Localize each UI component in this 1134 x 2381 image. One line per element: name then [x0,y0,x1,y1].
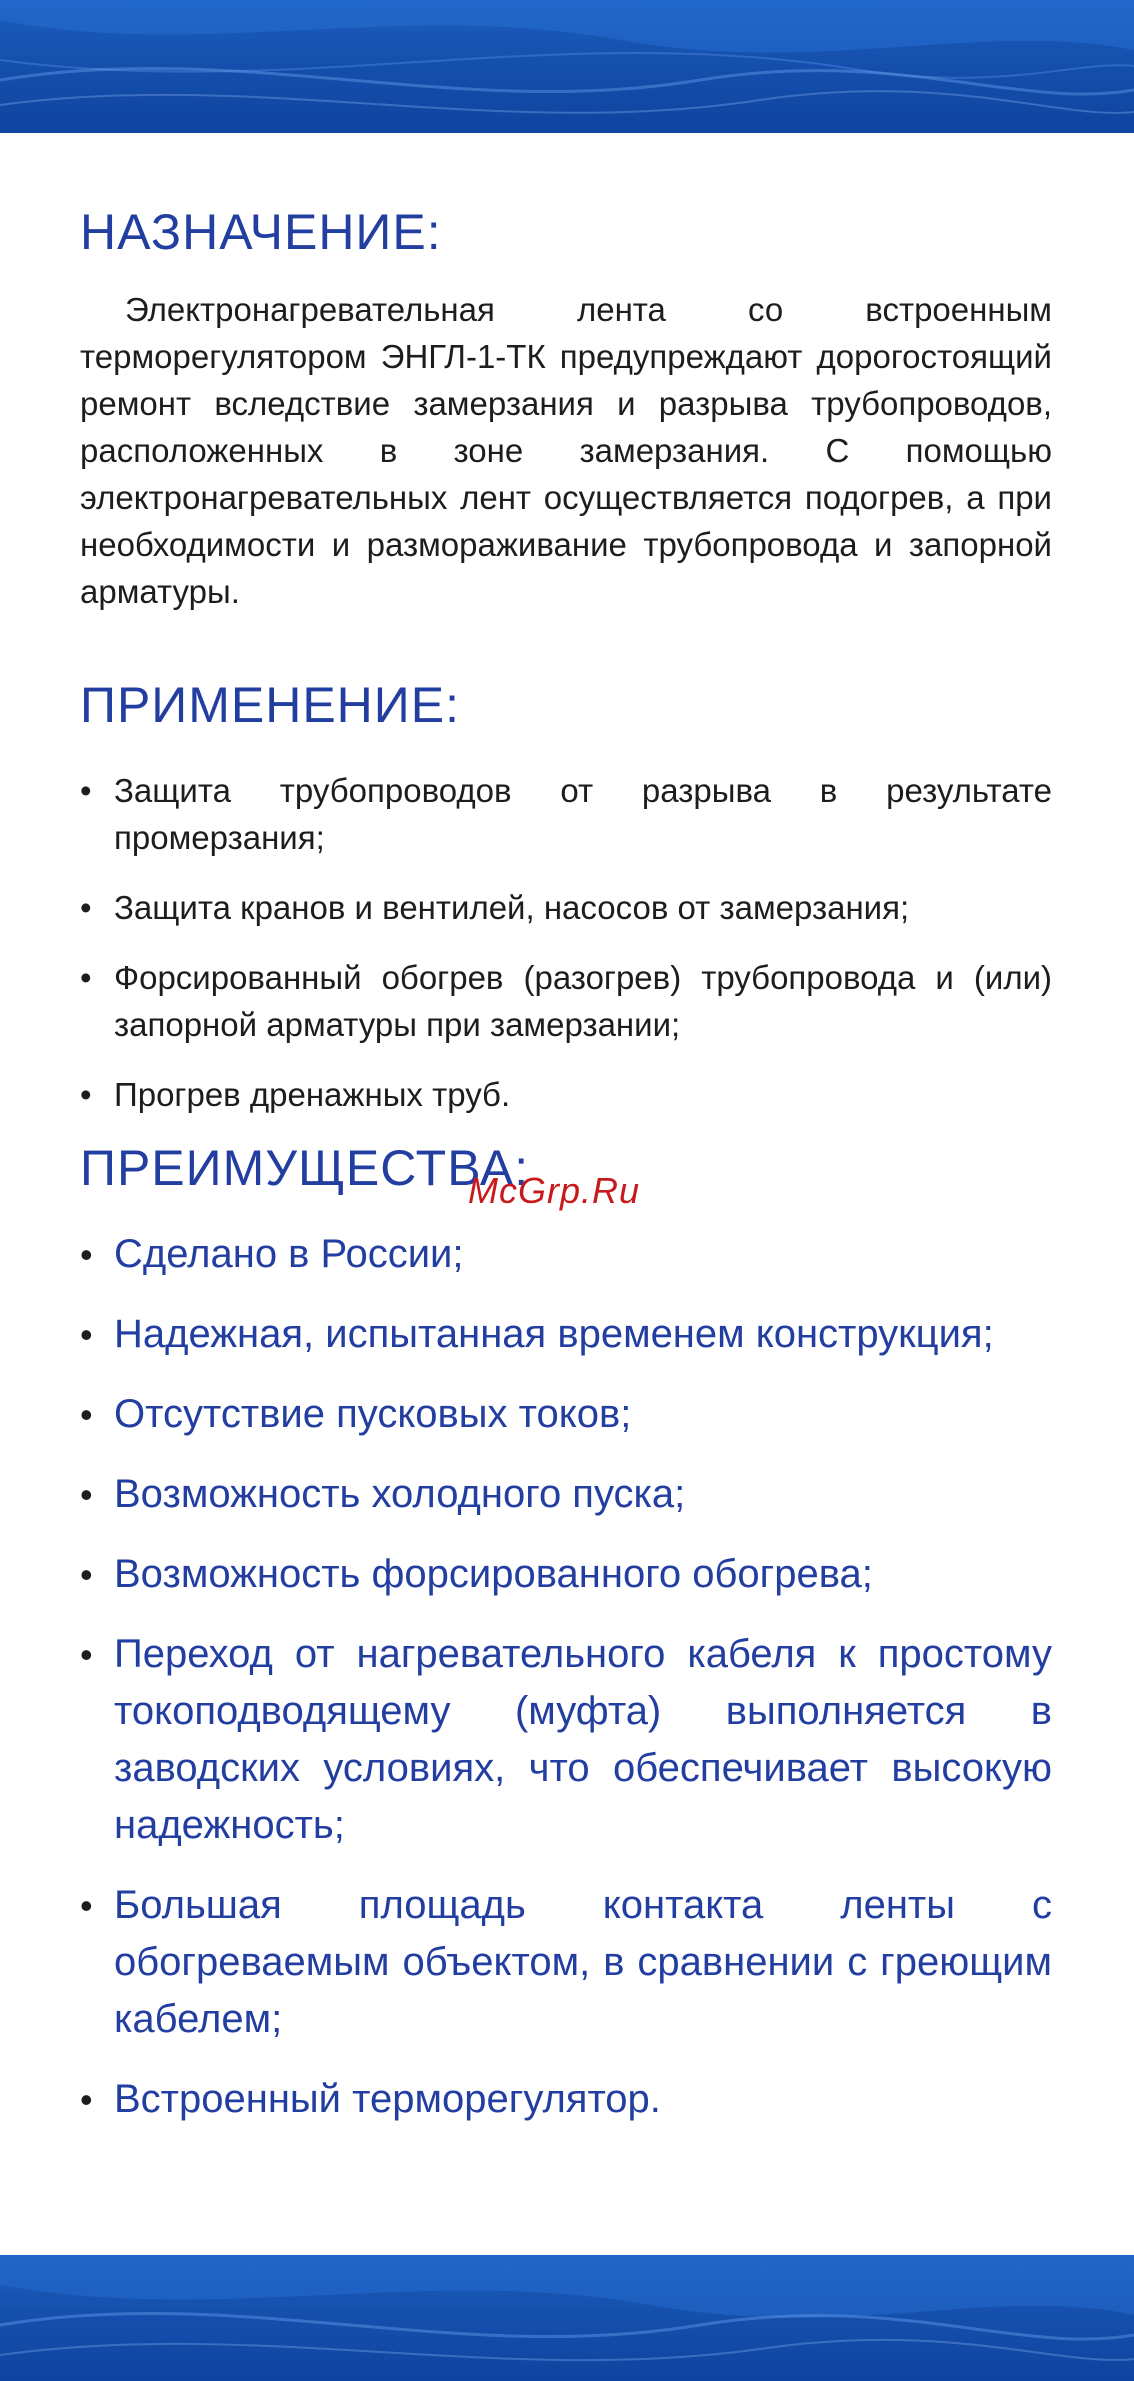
purpose-text: Электронагревательная лента со встроенным терморегулятором ЭНГЛ-1-ТК предупреждают дорогостоящий ремонт вследствие замерзания и разрыва трубопроводов, расположенных в зоне замерзания. С помощью электронагревательных лент осуществляется подогрев, а при необходимости и размораживание трубопровода и запорной арматуры. [80,291,1052,610]
list-item: • Сделано в России; [80,1226,1052,1283]
advantages-list [80,1226,1052,2128]
top-decorative-band [0,0,1134,133]
list-item: • Переход от нагревательного кабеля к простому токоподводящему (муфта) выполняется в заводских условиях, что обеспечивает высокую надежность; [80,1626,1052,1854]
list-item: • Встроенный терморегулятор. [80,2071,1052,2128]
advantages-heading: ПРЕИМУЩЕСТВА: [80,1140,530,1196]
list-item: • Большая площадь контакта ленты с обогреваемым объектом, в сравнении с греющим кабелем; [80,1877,1052,2048]
list-item: • Возможность форсированного обогрева; [80,1546,1052,1603]
wave-pattern [0,2255,1134,2381]
purpose-heading: НАЗНАЧЕНИЕ: [80,204,442,260]
list-item: • Отсутствие пусковых токов; [80,1386,1052,1443]
list-item: • Защита кранов и вентилей, насосов от замерзания; [80,884,1052,931]
bottom-decorative-band [0,2255,1134,2381]
list-item: • Возможность холодного пуска; [80,1466,1052,1523]
list-item: • Прогрев дренажных труб. [80,1071,1052,1118]
application-heading: ПРИМЕНЕНИЕ: [80,677,460,733]
list-item: • Надежная, испытанная временем конструкция; [80,1306,1052,1363]
list-item: • Форсированный обогрев (разогрев) трубопровода и (или) запорной арматуры при замерзании; [80,954,1052,1048]
wave-pattern [0,0,1134,133]
list-item: • Защита трубопроводов от разрыва в результате промерзания; [80,767,1052,861]
application-list [80,767,1052,1118]
watermark: McGrp.Ru [468,1170,641,1211]
